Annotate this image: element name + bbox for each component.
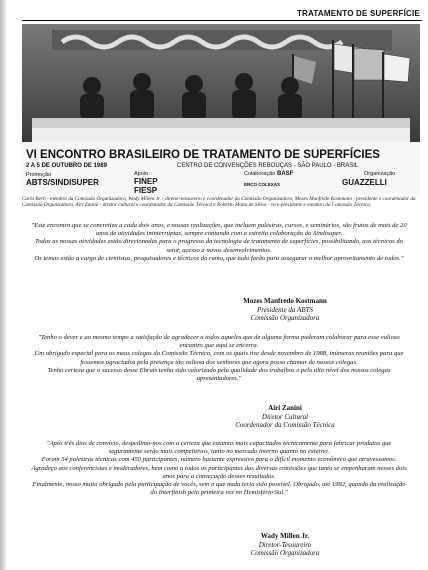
signature-zanini xyxy=(190,404,380,430)
signatory-role: Comissão Organizadora xyxy=(250,314,320,322)
photo-caption: Carlo Berti - membro da Comissão Organizadora, Wady Millen Jr. - diretor-tesoureiro e coordenador da Comissão Organizadora, Moses Manfredo Kostmann - presidente e coordenador da Comissão Organizadora, Airi Zanini - diretor cultural e coordenador da Comissão Técnica e Roberto Motta de Sillos - vice-presidente e membro da Comissão Técnica. xyxy=(22,196,416,209)
event-title: VI ENCONTRO BRASILEIRO DE TRATAMENTO DE SUPERFÍCIES xyxy=(26,149,380,161)
quote-paragraph: Foram 54 palestras técnicas com 450 participantes, número bastante expressivo para o difícil momento econômico que atravessamos. xyxy=(41,456,397,464)
page-edge-shadow xyxy=(0,0,6,570)
supporter-fiesp: FIESP xyxy=(134,186,158,194)
event-photo xyxy=(22,24,420,194)
quote-paragraph: Agradeço aos conferencistas e moderadores, bem como a todos os participantes das diversas comissões que tanto se empenharam nesses dois anos para a consecução desses resultados. xyxy=(31,464,407,480)
quote-paragraph: Finalmente, nosso muito obrigado pela participação de vocês, sem o que nada teria sido possível. Obrigado, até 1992, quando da realização do Interfinish pela primeira vez no Hemisfério Sul." xyxy=(32,481,406,497)
quote-paragraph: Um obrigado especial para os meus colegas da Comissão Técnica, com os quais tive desde novembro de 1988, inúmeras reuniões para que fossemos agraciados pela presença tão valiosa dos senhores que agora posso chamar de nossos colegas. xyxy=(34,350,404,366)
quote-paragraph: "Após três dias de convívio, despedimo-nos com a certeza que estamos mais capacitados tecnicamente para fabricar produtos que seguramente serão mais competitivos, tanto no mercado interno quanto no externo. xyxy=(46,440,392,456)
quote-paragraph: Tenho certeza que o sucesso desse Ebrats tenha sido valorizado pela qualidade dos trabalhos e pelo alto nível dos nossos colegas apresentadores." xyxy=(47,366,391,383)
event-dates: 2 A 5 DE OUTUBRO DE 1989 xyxy=(26,163,107,169)
signatory-role: Presidente da ABTS xyxy=(257,305,313,314)
header-rule xyxy=(22,20,422,21)
collab-label: Colaboração xyxy=(244,171,276,177)
collab-logo: ERCO COLEXAS xyxy=(244,182,281,187)
signatory-name: Wady Millen Jr. xyxy=(260,532,310,540)
running-header xyxy=(0,0,428,22)
signature-kostmann xyxy=(210,297,360,323)
signatory-role: Coordenador da Comissão Técnica xyxy=(235,421,335,429)
statement-kostmann xyxy=(30,222,408,263)
signatory-role: Diretor-Tesoureiro xyxy=(258,540,312,549)
quote-paragraph: Todas as nossas atividades estão direcionadas para o progresso da tecnologia de tratamento de superfícies, possibilitando, aos técnicos do setor, acesso a novos desenvolvimentos. xyxy=(35,238,403,254)
signatory-role: Diretor Cultural xyxy=(261,412,309,421)
statement-zanini xyxy=(30,334,408,383)
quote-paragraph: "Tenho o dever e ao mesmo tempo a satisfação de agradecer a todos aqueles que de alguma forma puderam colaborar para esse valioso encontro que aqui se encerra. xyxy=(38,334,400,350)
org-label: Organização xyxy=(364,171,396,177)
statement-millen xyxy=(30,440,408,497)
quote-paragraph: Os temas estão a cargo de cientistas, pesquisadores e técnicos do ramo, que tudo farão para assegurar o melhor aproveitamento de todos." xyxy=(34,254,404,262)
head-table xyxy=(32,118,410,128)
support-label: Apoio xyxy=(134,171,149,177)
signatory-role: Comissão Organizadora xyxy=(250,549,320,557)
organizer: GUAZZELLI xyxy=(342,178,387,187)
promotion-label: Promoção xyxy=(26,172,52,178)
quote-paragraph: "Este encontro que se concretiza a cada dois anos, e nossas realizações, que incluem palestras, cursos, e seminários, são frutos de mais de 20 anos de atividades ininterruptas, sempre contando com a estreita colaboração do Sindisuper. xyxy=(31,222,407,238)
event-venue: CENTRO DE CONVENÇÕES REBOUÇAS - SÃO PAULO - BRASIL xyxy=(177,163,359,169)
supporter-finep: FINEP xyxy=(134,177,158,186)
signatory-name: Airi Zanini xyxy=(268,404,302,412)
collaborator: BASF xyxy=(277,171,294,177)
signature-millen xyxy=(190,532,380,558)
header-title: TRATAMENTO DE SUPERFÍCIE xyxy=(296,9,420,18)
promoters: ABTS/SINDISUPER xyxy=(26,178,99,187)
signatory-name: Mozes Manfredo Kostmann xyxy=(243,297,327,305)
